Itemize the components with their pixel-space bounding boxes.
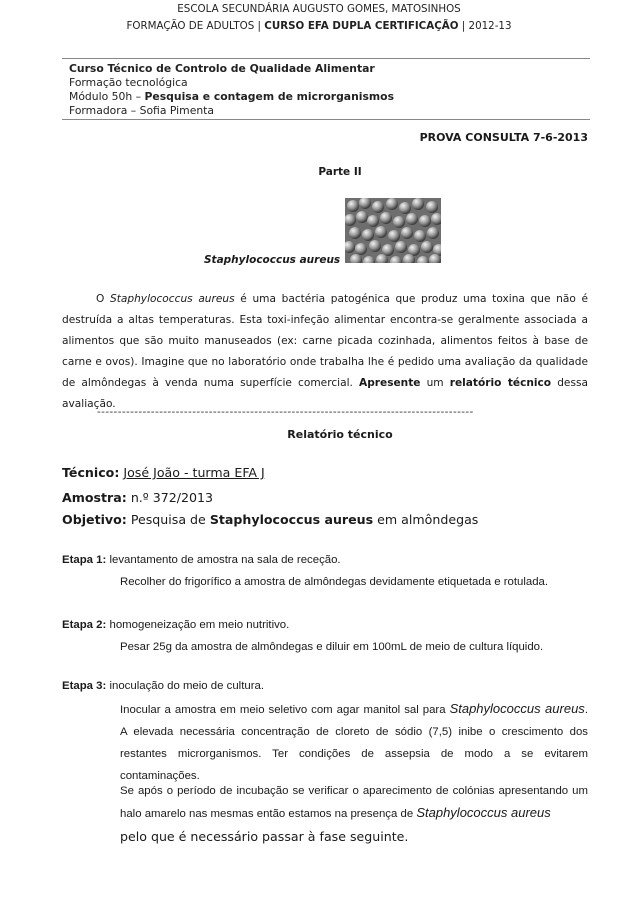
field-amostra: Amostra: n.º 372/2013 xyxy=(62,490,214,505)
step-3-text-b: Se após o período de incubação se verificar o aparecimento de colónias apresentando um halo amarelo nas mesmas então estamos na presença de Staphylococcus aureus xyxy=(120,785,588,820)
step-3-heading: Etapa 3: inoculação do meio de cultura. xyxy=(62,680,264,692)
course-formation: Formação tecnológica xyxy=(69,76,188,89)
header-rule-top xyxy=(62,58,590,59)
step-2-text: Pesar 25g da amostra de almôndegas e diluir em 100mL de meio de cultura líquido. xyxy=(120,641,544,653)
part-title: Parte II xyxy=(318,166,362,178)
exam-title: PROVA CONSULTA 7-6-2013 xyxy=(419,131,588,144)
field-objetivo: Objetivo: Pesquisa de Staphylococcus aureus em almôndegas xyxy=(62,512,479,527)
course-title: Curso Técnico de Controlo de Qualidade Alimentar xyxy=(69,62,375,75)
step-3-text-c: pelo que é necessário passar à fase seguinte. xyxy=(120,829,409,844)
staphylococcus-micrograph xyxy=(345,198,441,263)
micrograph-caption: Staphylococcus aureus xyxy=(204,254,341,266)
intro-paragraph: O Staphylococcus aureus é uma bactéria patogénica que produz uma toxina que não é destruída a altas temperaturas. Esta toxi-infeção alimentar encontra-se geralmente associada a alimentos que são muito manuseados (ex: carne picada cozinhada, alimentos feitos à base de carne e ovos). Imagine que no laboratório onde trabalha lhe é pedido uma avaliação da qualidade de almôndegas à venda numa superfície comercial. Apresente um relatório técnico dessa avaliação. xyxy=(62,293,588,410)
dashed-divider: ------------------------------------------------------------------------------------------- xyxy=(97,406,474,418)
step-3-text-a: Inocular a amostra em meio seletivo com agar manitol sal para Staphylococcus aureus. A elevada necessária concentração de cloreto de sódio (7,5) inibe o crescimento dos restantes microrganismos. Ter condições de assepsia de modo a se evitarem contaminações. xyxy=(120,701,588,782)
header-rule-bottom xyxy=(62,119,590,120)
school-name: ESCOLA SECUNDÁRIA AUGUSTO GOMES, MATOSINHOS xyxy=(177,3,461,15)
step-1-text: Recolher do frigorífico a amostra de almôndegas devidamente etiquetada e rotulada. xyxy=(120,576,549,588)
field-tecnico: Técnico: José João - turma EFA J xyxy=(62,465,265,480)
report-title: Relatório técnico xyxy=(287,428,393,441)
course-trainer: Formadora – Sofia Pimenta xyxy=(69,104,215,117)
course-module: Módulo 50h – Pesquisa e contagem de microrganismos xyxy=(69,90,394,103)
step-1-heading: Etapa 1: levantamento de amostra na sala de receção. xyxy=(62,554,341,566)
course-header: FORMAÇÃO DE ADULTOS | CURSO EFA DUPLA CERTIFICAÇÃO | 2012-13 xyxy=(126,20,512,32)
step-2-heading: Etapa 2: homogeneização em meio nutritivo. xyxy=(62,619,290,631)
